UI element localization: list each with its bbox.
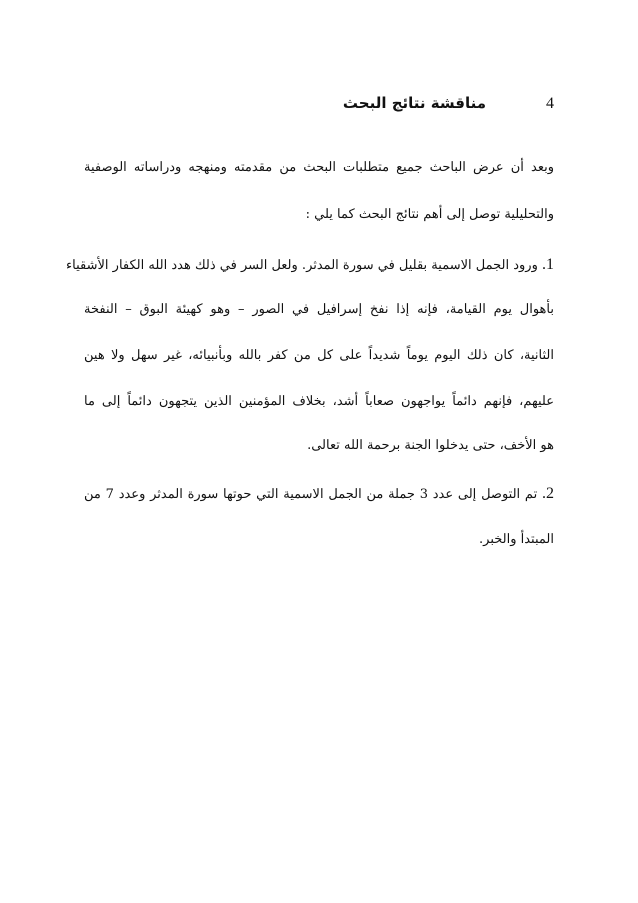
finding-1-line-1 xyxy=(66,255,554,276)
finding-1-line-2: بأهوال يوم القيامة، فإنه إذا نفخ إسرافيل في الصور – وهو كهيئة البوق – النفخة xyxy=(84,302,554,317)
section-heading xyxy=(343,94,554,113)
finding-1-marker: 1. xyxy=(542,256,554,273)
finding-2-line-2: المبتدأ والخبر. xyxy=(479,532,554,547)
section-title: مناقشة نتائج البحث xyxy=(342,94,486,112)
finding-2-marker: 2. xyxy=(541,485,554,502)
finding-1-line-3: الثانية، كان ذلك اليوم يوماً شديداً على كل من كفر بالله وبأنبيائه، غير سهل ولا هين xyxy=(84,348,554,363)
finding-2-line-1-text: تم التوصل إلى عدد 3 جملة من الجمل الاسمية التي حوتها سورة المدثر وعدد 7 من xyxy=(84,487,538,502)
finding-1-line-4: عليهم، فإنهم دائماً يواجهون صعاباً أشد، بخلاف المؤمنين الذين يتجهون دائماً إلى ما xyxy=(84,394,554,409)
finding-1-line-1-text: ورود الجمل الاسمية بقليل في سورة المدثر. ولعل السر في ذلك هدد الله الكفار الأشقياء xyxy=(66,258,538,273)
finding-2-line-1 xyxy=(84,484,554,505)
intro-line-1: وبعد أن عرض الباحث جميع متطلبات البحث من مقدمته ومنهجه ودراساته الوصفية xyxy=(84,160,554,175)
intro-line-2: والتحليلية توصل إلى أهم نتائج البحث كما يلي : xyxy=(305,207,554,222)
finding-1-line-5: هو الأخف، حتى يدخلوا الجنة برحمة الله تعالى. xyxy=(307,438,554,453)
section-number: 4 xyxy=(546,95,554,112)
